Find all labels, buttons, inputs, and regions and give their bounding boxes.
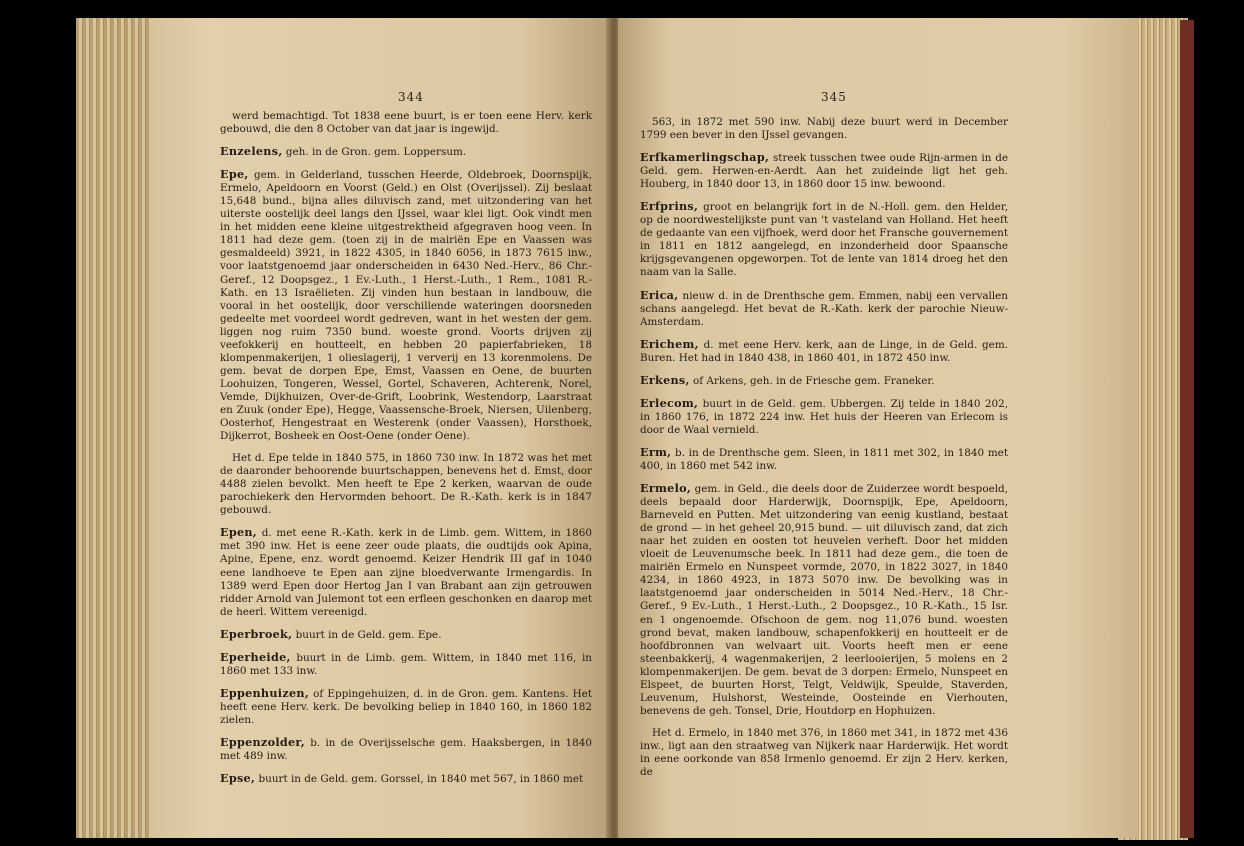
dictionary-entry [220, 687, 592, 727]
entry-text: buurt in de Geld. gem. Ubbergen. Zij telde in 1840 202, in 1860 176, in 1872 224 inw. Het huis der Heeren van Erlecom is door de Waal vernield. [640, 397, 1009, 436]
dictionary-entry [220, 145, 592, 159]
entry-text: d. met eene Herv. kerk, aan de Linge, in de Geld. gem. Buren. Het had in 1840 438, in 1860 401, in 1872 450 inw. [640, 338, 1008, 364]
entry-text: streek tusschen twee oude Rijn-armen in de Geld. gem. Herwen-en-Aerdt. Aan het zuideinde ligt het geh. Houberg, in 1840 door 13, in 1860 door 15 inw. bewoond. [640, 152, 1008, 191]
book-page-edges-left [76, 18, 158, 838]
entry-headword: Eppenzolder, [220, 734, 306, 749]
dictionary-entry [220, 651, 592, 678]
entry-headword: Erica, [640, 287, 679, 302]
dictionary-entry [640, 289, 1008, 329]
dictionary-entry [220, 736, 592, 763]
entry-text: buurt in de Geld. gem. Gorssel, in 1840 met 567, in 1860 met [258, 773, 584, 786]
entry-text: d. met eene R.-Kath. kerk in de Limb. gem. Wittem, in 1860 met 390 inw. Het is eene zeer oude plaats, die oudtijds ook Apina, Apine, Epene, enz. wordt genoemd. Keizer Hendrik III gaf in 1040 eene landhoeve te Epen aan zijne bloedverwante Irmengardis. In 1389 werd Epen door Hertog Jan I van Brabant aan zijn getrouwen ridder Arnold van Julemont tot een erfleen geschonken en daarop met de heerl. Wittem vereenigd. [220, 527, 592, 618]
entry-text: b. in de Drenthsche gem. Sleen, in 1811 met 302, in 1840 met 400, in 1860 met 542 inw. [640, 446, 1008, 472]
dictionary-entry [220, 110, 592, 136]
entry-text: gem. in Gelderland, tusschen Heerde, Oldebroek, Doornspijk, Ermelo, Apeldoorn en Voorst (Geld.) en Olst (Overijssel). Zij beslaat 15,648 bund., bijna alles diluvisch zand, met uitzondering van het uiterste oostelijk deel langs den IJssel, waar klei ligt. Ook vindt men in het midden eene kleine uitgestrektheid afgegraven hoog veen. In 1811 had deze gem. (toen zij in de mairiën Epe en Vaassen was gesmaldeeld) 3921, in 1822 4305, in 1840 6056, in 1873 7615 inw., voor laatstgenoemd jaar onderscheiden in 6430 Ned.-Herv., 86 Chr.-Geref., 12 Doopsgez., 1 Ev.-Luth., 1 Herst.-Luth., 1 Rem., 1081 R.-Kath. en 13 Israëlieten. Zij vinden hun bestaan in landbouw, die vooral in het oostelijk, door verschillende wateringen doorsneden gedeelte met voordeel wordt gedreven, want in het westen der gem. liggen nog ruim 7350 bund. woeste grond. Voorts drijven zij veefokkerij en houtteelt, en hebben 20 papierfabrieken, 18 klompenmakerijen, 1 olieslagerij, 1 ververij en 13 korenmolens. De gem. bevat de dorpen Epe, Emst, Vaassen en Oene, de buurten Loohuizen, Tongeren, Wessel, Gortel, Schaveren, Achterenk, Norel, Vemde, Dijkhuizen, Over-de-Grift, Loobrink, Westendorp, Laarstraat en Zuuk (onder Epe), Hegge, Vaassensche-Broek, Niersen, Uilenberg, Oosterhof, Hengestraat en Westerenk (onder Vaassen), Horsthoek, Dijkerrot, Bosheek en Oost-Oene (onder Oene). [220, 169, 593, 443]
dictionary-entry [640, 727, 1008, 779]
dictionary-entry [640, 338, 1008, 365]
right-page-number: 345 [821, 90, 847, 104]
dictionary-entry [640, 200, 1008, 279]
dictionary-entry [640, 482, 1008, 718]
entry-headword: Erkens, [640, 372, 690, 387]
dictionary-entry [220, 526, 592, 618]
dictionary-entry [640, 446, 1008, 473]
dictionary-entry [640, 151, 1008, 191]
dictionary-entry [220, 628, 592, 642]
dictionary-entry [640, 397, 1008, 437]
right-page [618, 18, 1138, 838]
dictionary-entry [640, 116, 1008, 142]
dictionary-entry [640, 374, 1008, 388]
entry-text: gem. in Geld., die deels door de Zuiderzee wordt bespoeld, deels bepaald door Harderwijk, Doornspijk, Epe, Apeldoorn, Barneveld en Putten. Met uitzondering van eenig kustland, bestaat de grond — in het geheel 20,915 bund. — uit diluvisch zand, dat zich naar het zuiden en oosten tot heuvelen verheft. Door het midden vloeit de Leuvenumsche beek. In 1811 had deze gem., die toen de mairiën Ermelo en Nunspeet vormde, 2070, in 1822 3027, in 1840 4234, in 1860 4923, in 1873 5070 inw. De bevolking was in laatstgenoemd jaar onderscheiden in 5014 Ned.-Herv., 18 Chr.-Geref., 9 Ev.-Luth., 1 Herst.-Luth., 2 Doopsgez., 10 R.-Kath., 15 Isr. en 1 ongenoemde. Ofschoon de gem. nog 11,076 bund. woesten grond bevat, maken landbouw, schapenfokkerij en houtteelt er de hoofdbronnen van welvaart uit. Voorts heeft men er eene steenbakkerij, 4 wagenmakerijen, 2 leerlooierijen, 5 molens en 2 klompenmakerijen. De gem. bevat de 3 dorpen: Ermelo, Nunspeet en Elspeet, de buurten Horst, Telgt, Veldwijk, Speulde, Staverden, Leuvenum, Hulshorst, Westeinde, Oosteinde en Vierhouten, benevens de geh. Tonsel, Drie, Houtdorp en Hophuizen. [640, 483, 1008, 717]
entry-headword: Epe, [220, 167, 249, 182]
entry-text: of Arkens, geh. in de Friesche gem. Franeker. [693, 374, 935, 387]
entry-headword: Eppenhuizen, [220, 685, 310, 700]
entry-text: geh. in de Gron. gem. Loppersum. [285, 146, 467, 159]
entry-text: werd bemachtigd. Tot 1838 eene buurt, is er toen eene Herv. kerk gebouwd, die den 8 October van dat jaar is ingewijd. [220, 110, 592, 136]
entry-text: 563, in 1872 met 590 inw. Nabij deze buurt werd in December 1799 een bever in den IJssel gevangen. [640, 116, 1008, 142]
entry-text: b. in de Overijsselsche gem. Haaksbergen, in 1840 met 489 inw. [220, 736, 592, 763]
entry-headword: Epen, [220, 525, 257, 540]
dictionary-entry [220, 452, 592, 517]
entry-headword: Epse, [220, 771, 256, 786]
entry-text: buurt in de Limb. gem. Wittem, in 1840 met 116, in 1860 met 133 inw. [220, 651, 592, 677]
left-page-text [220, 110, 592, 786]
entry-headword: Erm, [640, 444, 672, 459]
book-spine [1180, 20, 1194, 838]
entry-headword: Erfkamerlingschap, [640, 150, 770, 165]
entry-text: nieuw d. in de Drenthsche gem. Emmen, nabij een vervallen schans aangelegd. Het bevat de R.-Kath. kerk der parochie Nieuw-Amsterdam. [640, 289, 1008, 328]
entry-headword: Eperbroek, [220, 626, 293, 641]
entry-headword: Enzelens, [220, 144, 283, 159]
entry-text: buurt in de Geld. gem. Epe. [295, 628, 442, 641]
entry-text: groot en belangrijk fort in de N.-Holl. gem. den Helder, op de noordwestelijkste punt van 't vasteland van Holland. Het heeft de gedaante van een vijfhoek, werd door het Fransche gouvernement in 1811 en 1812 aangelegd, en inzonderheid door Spaansche krijgsgevangenen opgeworpen. Tot de lente van 1814 droeg het den naam van la Salle. [640, 201, 1008, 279]
entry-headword: Erlecom, [640, 395, 699, 410]
left-page [150, 18, 612, 838]
right-page-text [640, 116, 1008, 779]
entry-text: Het d. Epe telde in 1840 575, in 1860 730 inw. In 1872 was het met de daaronder behoorende buurtschappen, benevens het d. Emst, door 4488 zielen bevolkt. Men heeft te Epe 2 kerken, waarvan de oude parochiekerk den Hervormden behoort. De R.-Kath. kerk is in 1847 gebouwd. [220, 452, 592, 517]
entry-headword: Erichem, [640, 336, 699, 351]
entry-text: of Eppingehuizen, d. in de Gron. gem. Kantens. Het heeft eene Herv. kerk. De bevolking beliep in 1840 160, in 1860 182 zielen. [220, 687, 592, 726]
left-page-number: 344 [398, 90, 424, 104]
entry-headword: Erfprins, [640, 199, 699, 214]
entry-headword: Eperheide, [220, 649, 291, 664]
entry-headword: Ermelo, [640, 481, 692, 496]
dictionary-entry [220, 168, 592, 443]
entry-text: Het d. Ermelo, in 1840 met 376, in 1860 met 341, in 1872 met 436 inw., ligt aan den straatweg van Nijkerk naar Harderwijk. Het wordt in eene oorkonde van 858 Irmenlo genoemd. Er zijn 2 Herv. kerken, de [640, 726, 1008, 779]
dictionary-entry [220, 772, 592, 786]
